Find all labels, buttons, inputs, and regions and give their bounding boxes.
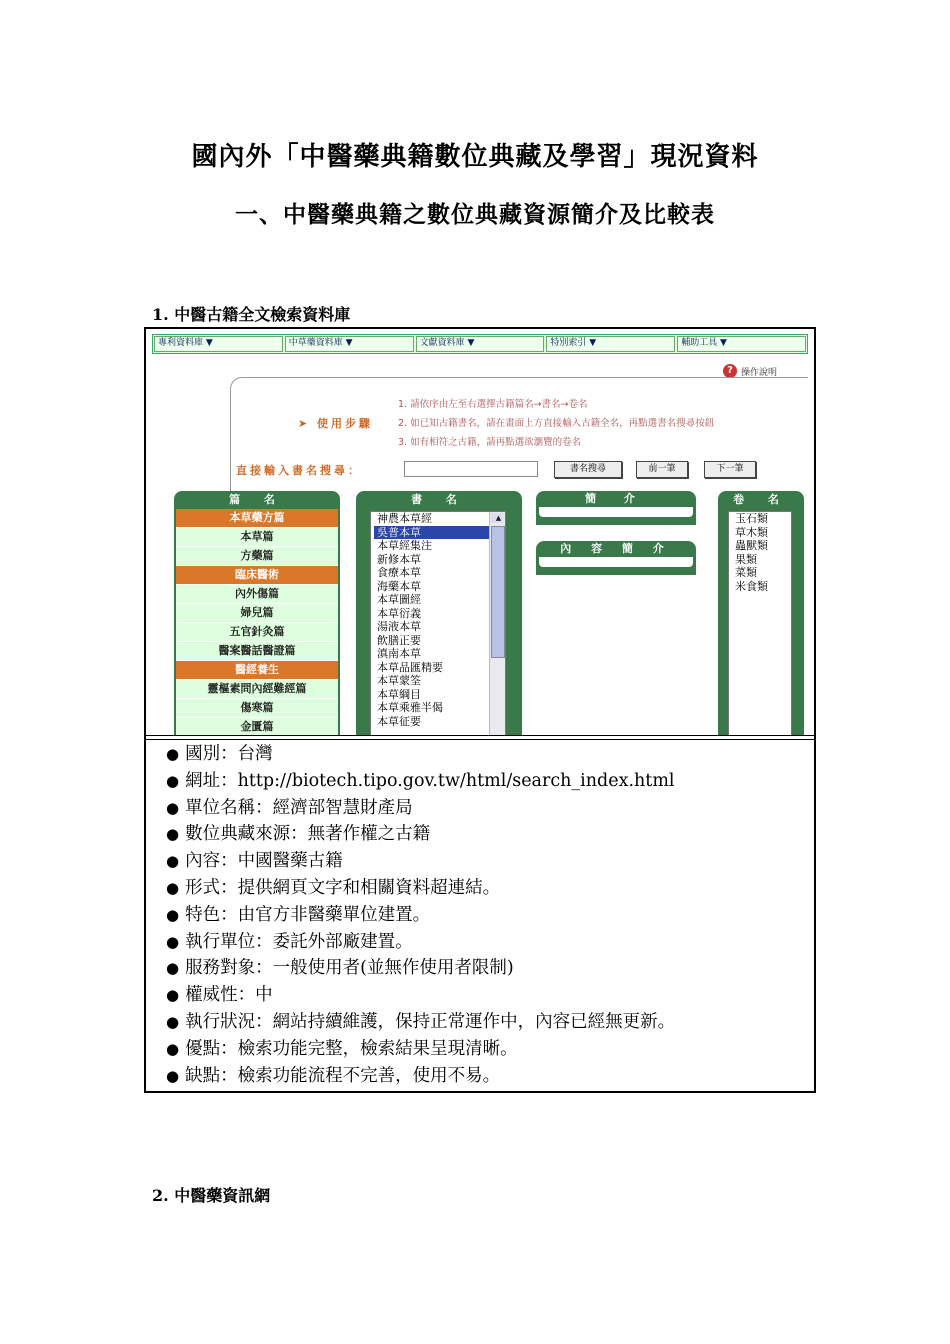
chapter-item[interactable]: 內外傷篇 [176, 585, 338, 604]
step-2: 2. 如已知古籍書名，請在畫面上方直接輸入古籍全名，再點選書名搜尋按鈕 [398, 418, 715, 429]
book-item[interactable]: 本草乘雅半偈 [377, 701, 443, 714]
help-link[interactable] [723, 364, 777, 378]
chapter-item[interactable]: 靈樞素問內經難經篇 [176, 680, 338, 699]
info-item: ● 執行狀況：網站持續維護，保持正常運作中，內容已經無更新。 [166, 1009, 675, 1036]
info-item: ● 特色：由官方非醫藥單位建置。 [166, 902, 675, 929]
book-item[interactable]: 本草衍義 [377, 606, 421, 620]
book-item[interactable]: 本草蒙筌 [377, 674, 421, 687]
divider [146, 735, 814, 740]
info-item: ● 優點：檢索功能完整，檢索結果呈現清晰。 [166, 1036, 675, 1063]
info-item: ● 執行單位：委託外部廠建置。 [166, 929, 675, 956]
section-heading-1: 1. 中醫古籍全文檢索資料庫 [152, 305, 351, 324]
steps-list [398, 395, 714, 452]
volume-column-header: 卷 名 [733, 493, 789, 506]
book-scrollbar[interactable] [489, 512, 505, 735]
nav-literature-db[interactable]: 文獻資料庫 ▼ [416, 336, 545, 352]
scroll-thumb[interactable] [491, 526, 505, 658]
intro-header: 簡 介 [585, 492, 647, 505]
chapter-item[interactable]: 婦兒篇 [176, 604, 338, 623]
book-listbox[interactable] [370, 511, 506, 735]
book-items [371, 512, 505, 728]
chapter-item[interactable]: 金匱篇 [176, 718, 338, 735]
help-icon: ? [723, 364, 737, 378]
book-item[interactable]: 本草圖經 [377, 593, 421, 606]
nav-special-index[interactable]: 特別索引 ▼ [546, 336, 675, 352]
book-item[interactable]: 湯液本草 [377, 620, 421, 633]
book-search-input[interactable] [404, 461, 538, 477]
volume-item[interactable]: 米食類 [735, 579, 768, 593]
volume-item[interactable]: 草木類 [735, 525, 768, 539]
book-item[interactable]: 本草品匯精要 [377, 660, 443, 674]
direct-search-label: 直接輸入書名搜尋： [236, 464, 362, 477]
website-screenshot [150, 331, 808, 735]
chapter-item[interactable]: 方藥篇 [176, 547, 338, 566]
book-search-button[interactable]: 書名搜尋 [554, 461, 622, 478]
step-1: 1. 請依序由左至右選擇古籍篇名→書名→卷名 [398, 399, 588, 410]
help-label: 操作說明 [741, 367, 778, 378]
volume-item[interactable]: 玉石類 [735, 512, 768, 525]
steps-label: ➤ 使用步驟 [298, 417, 374, 430]
book-item[interactable]: 食療本草 [377, 566, 421, 579]
volume-listbox[interactable] [728, 511, 792, 735]
info-item: ● 服務對象：一般使用者(並無作使用者限制) [166, 955, 675, 982]
book-item[interactable]: 吳普本草 [374, 526, 505, 540]
book-item[interactable]: 本草經集注 [377, 539, 432, 552]
book-item[interactable]: 新修本草 [377, 552, 421, 566]
content-intro-panel [536, 541, 696, 575]
chapter-category[interactable]: 本草藥方篇 [176, 509, 338, 528]
chapter-item[interactable]: 本草篇 [176, 528, 338, 547]
book-column-header: 書 名 [411, 493, 467, 506]
chapter-column [174, 491, 340, 735]
volume-item[interactable]: 蟲獸類 [735, 539, 768, 552]
page-title: 國內外「中醫藥典籍數位典藏及學習」現況資料 [191, 142, 759, 172]
chapter-category[interactable]: 臨床醫術 [176, 566, 338, 585]
nav-tools[interactable]: 輔助工具 ▼ [677, 336, 806, 352]
chapter-item[interactable]: 醫案醫話醫證篇 [176, 642, 338, 661]
section-heading-2: 2. 中醫藥資訊網 [152, 1186, 271, 1205]
page-subtitle: 一、中醫藥典籍之數位典藏資源簡介及比較表 [235, 201, 715, 228]
info-item: ● 形式：提供網頁文字和相關資料超連結。 [166, 875, 675, 902]
volume-item[interactable]: 菜類 [735, 566, 757, 579]
intro-panel [536, 491, 696, 525]
info-list [166, 741, 675, 1089]
chapter-list [176, 509, 338, 735]
volume-items [729, 512, 791, 593]
book-item[interactable]: 海藥本草 [377, 579, 421, 593]
next-button[interactable]: 下一筆 [704, 461, 756, 478]
top-nav [152, 334, 808, 354]
info-item: ● 權威性：中 [166, 982, 675, 1009]
info-table [144, 327, 816, 1093]
prev-button[interactable]: 前一筆 [636, 461, 688, 478]
nav-patent-db[interactable]: 專利資料庫 ▼ [154, 336, 283, 352]
chapter-category[interactable]: 醫經養生 [176, 661, 338, 680]
book-item[interactable]: 本草征要 [377, 714, 421, 728]
chapter-item[interactable]: 五官針灸篇 [176, 623, 338, 642]
volume-item[interactable]: 果類 [735, 552, 757, 566]
book-item[interactable]: 飲膳正要 [377, 633, 421, 647]
info-item: ● 數位典藏來源：無著作權之古籍 [166, 821, 675, 848]
book-item[interactable]: 神農本草經 [377, 512, 432, 525]
info-item: ● 網址：http://biotech.tipo.gov.tw/html/search_index.html [166, 768, 675, 795]
info-item: ● 內容：中國醫藥古籍 [166, 848, 675, 875]
chapter-item[interactable]: 傷寒篇 [176, 699, 338, 718]
info-item: ● 國別：台灣 [166, 741, 675, 768]
book-item[interactable]: 本草綱目 [377, 687, 421, 701]
info-item: ● 單位名稱：經濟部智慧財產局 [166, 795, 675, 822]
content-intro-header: 內 容 簡 介 [560, 542, 672, 555]
book-item[interactable]: 滇南本草 [377, 647, 421, 660]
info-item: ● 缺點：檢索功能流程不完善，使用不易。 [166, 1063, 675, 1090]
chapter-column-header: 篇 名 [229, 493, 285, 506]
nav-herb-db[interactable]: 中草藥資料庫 ▼ [285, 336, 414, 352]
scroll-up-icon[interactable]: ▲ [491, 513, 503, 523]
step-3: 3. 如有相符之古籍，請再點選欲瀏覽的卷名 [398, 437, 582, 448]
